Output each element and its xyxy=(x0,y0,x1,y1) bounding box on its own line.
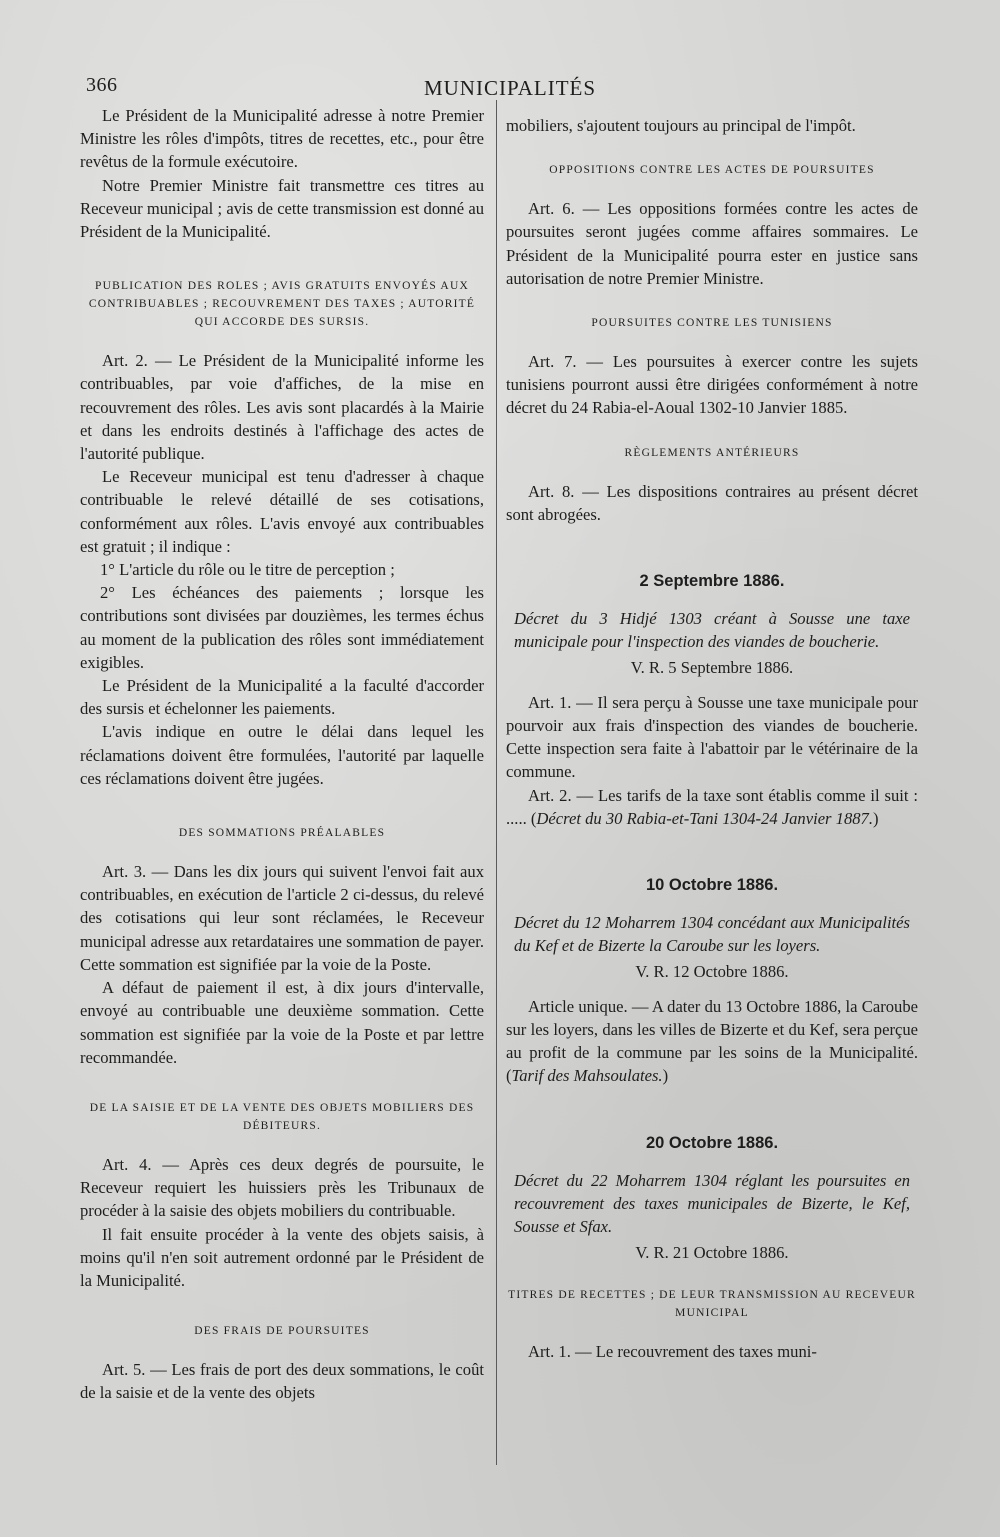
section-heading: TITRES DE RECETTES ; DE LEUR TRANSMISSION AU RECEVEUR MUNICIPAL xyxy=(508,1288,916,1319)
list-item: 1° L'article du rôle ou le titre de perception ; xyxy=(100,560,395,580)
article-3: Art. 3. — Dans les dix jours qui suivent l'envoi fait aux contribuables, en exécution de l'article 2 ci-dessus, du relevé des cotisations qui leur sont réclamées, le Receveur municipal adresse aux retardataires une sommation de payer. Cette sommation est signifiée par la voie de la Poste. xyxy=(80,862,484,974)
article-4: Art. 4. — Après ces deux degrés de poursuite, le Receveur requiert les huissiers près les Tribunaux de procéder à la saisie des objets mobiliers du contribuable. xyxy=(80,1154,484,1221)
section-heading: RÈGLEMENTS ANTÉRIEURS xyxy=(624,446,800,459)
article-text: ) xyxy=(662,1066,669,1086)
paragraph: Le Président de la Municipalité a la faculté d'accorder des sursis et échelonner les paiements. xyxy=(80,676,484,719)
decree-title: Décret du 12 Moharrem 1304 concédant aux Municipalités du Kef et de Bizerte la Caroube sur les loyers. xyxy=(514,913,910,956)
article-text: Art. 2. — Les tarifs de la taxe sont établis comme il suit : ..... ( xyxy=(506,785,918,828)
article-1: Art. 1. — Il sera perçu à Sousse une taxe municipale pour pourvoir aux frais d'inspection des viandes de boucherie. Cette inspection sera faite à l'abattoir par le vétérinaire de la commune. xyxy=(506,692,918,782)
paragraph: Le Receveur municipal est tenu d'adresser à chaque contribuable le relevé détaillé de ses cotisations, conformément aux rôles. L'avis envoyé aux contribuables est gratuit ; il indique : xyxy=(80,467,484,556)
decree-visa: V. R. 21 Octobre 1886. xyxy=(635,1242,789,1262)
decree-visa: V. R. 12 Octobre 1886. xyxy=(635,961,789,981)
decree-reference: Tarif des Mahsoulates. xyxy=(511,1066,663,1086)
section-heading: PUBLICATION DES ROLES ; AVIS GRATUITS ENVOYÉS AUX CONTRIBUABLES ; RECOUVREMENT DES TAXES ; AUTORITÉ QUI ACCORDE DES SURSIS. xyxy=(88,280,476,329)
article-8: Art. 8. — Les dispositions contraires au présent décret sont abrogées. xyxy=(506,481,918,524)
article-unique xyxy=(506,995,918,1088)
column-divider xyxy=(496,100,497,1465)
article-6: Art. 6. — Les oppositions formées contre les actes de poursuites seront jugées comme affaires sommaires. Le Président de la Municipalité pourra ester en justice sans autorisation de notre Premier Ministre. xyxy=(506,199,918,288)
section-heading: DES SOMMATIONS PRÉALABLES xyxy=(178,827,386,840)
decree-title: Décret du 22 Moharrem 1304 réglant les poursuites en recouvrement des taxes municipales de Bizerte, le Kef, Sousse et Sfax. xyxy=(514,1170,910,1237)
section-heading: POURSUITES CONTRE LES TUNISIENS xyxy=(591,317,833,330)
running-title: MUNICIPALITÉS xyxy=(423,76,597,100)
article-text: ) xyxy=(873,808,879,828)
right-column xyxy=(506,114,918,1363)
article-5: Art. 5. — Les frais de port des deux sommations, le coût de la saisie et de la vente des objets xyxy=(80,1360,484,1403)
article-2 xyxy=(506,784,918,830)
decree-date: 20 Octobre 1886. xyxy=(645,1133,779,1152)
section-heading: OPPOSITIONS CONTRE LES ACTES DE POURSUITES xyxy=(549,164,875,177)
paragraph: L'avis indique en outre le délai dans lequel les réclamations doivent être formulées, l'autorité par laquelle ces réclamations doivent être jugées. xyxy=(80,722,484,788)
list-item: 2° Les échéances des paiements ; lorsque les contributions sont divisées par douzièmes, les termes échus au moment de la publication des rôles sont immédiatement exigibles. xyxy=(80,583,484,672)
decree-title: Décret du 3 Hidjé 1303 créant à Sousse une taxe municipale pour l'inspection des viandes de boucherie. xyxy=(514,609,910,652)
paragraph: Il fait ensuite procéder à la vente des objets saisis, à moins qu'il n'en soit autrement ordonné par le Président de la Municipalité. xyxy=(80,1224,484,1290)
page-number: 366 xyxy=(86,74,118,96)
page-header xyxy=(0,72,1000,104)
paragraph: Le Président de la Municipalité adresse à notre Premier Ministre les rôles d'impôts, titres de recettes, etc., pour être revêtus de la formule exécutoire. xyxy=(80,106,484,172)
paragraph: Notre Premier Ministre fait transmettre ces titres au Receveur municipal ; avis de cette transmission est donné au Président de la Municipalité. xyxy=(80,175,484,242)
decree-visa: V. R. 5 Septembre 1886. xyxy=(630,657,794,677)
article-1: Art. 1. — Le recouvrement des taxes muni- xyxy=(528,1341,817,1361)
decree-date: 2 Septembre 1886. xyxy=(639,572,785,591)
article-7: Art. 7. — Les poursuites à exercer contre les sujets tunisiens pourront aussi être dirigées conformément à notre décret du 24 Rabia-el-Aoual 1302-10 Janvier 1885. xyxy=(506,352,918,418)
section-heading: DE LA SAISIE ET DE LA VENTE DES OBJETS MOBILIERS DES DÉBITEURS. xyxy=(89,1101,475,1132)
decree-reference: Décret du 30 Rabia-et-Tani 1304-24 Janvier 1887. xyxy=(536,808,874,828)
article-text: Article unique. — A dater du 13 Octobre 1886, la Caroube sur les loyers, dans les villes de Bizerte et du Kef, sera perçue au profit de la commune par les soins de la Municipalité. ( xyxy=(506,996,918,1086)
paragraph: mobiliers, s'ajoutent toujours au principal de l'impôt. xyxy=(506,116,856,135)
article-2: Art. 2. — Le Président de la Municipalité informe les contribuables, par voie d'affiches, de la mise en recouvrement des rôles. Les avis sont placardés à la Mairie et dans les endroits destinés à l'affichage des actes de l'autorité publique. xyxy=(80,351,484,464)
paragraph: A défaut de paiement il est, à dix jours d'intervalle, envoyé au contribuable une deuxième sommation. Cette sommation est signifiée par la voie de la Poste et par lettre recommandée. xyxy=(80,978,484,1067)
section-heading: DES FRAIS DE POURSUITES xyxy=(194,1325,370,1338)
left-column xyxy=(80,104,484,1405)
decree-date: 10 Octobre 1886. xyxy=(645,876,779,895)
